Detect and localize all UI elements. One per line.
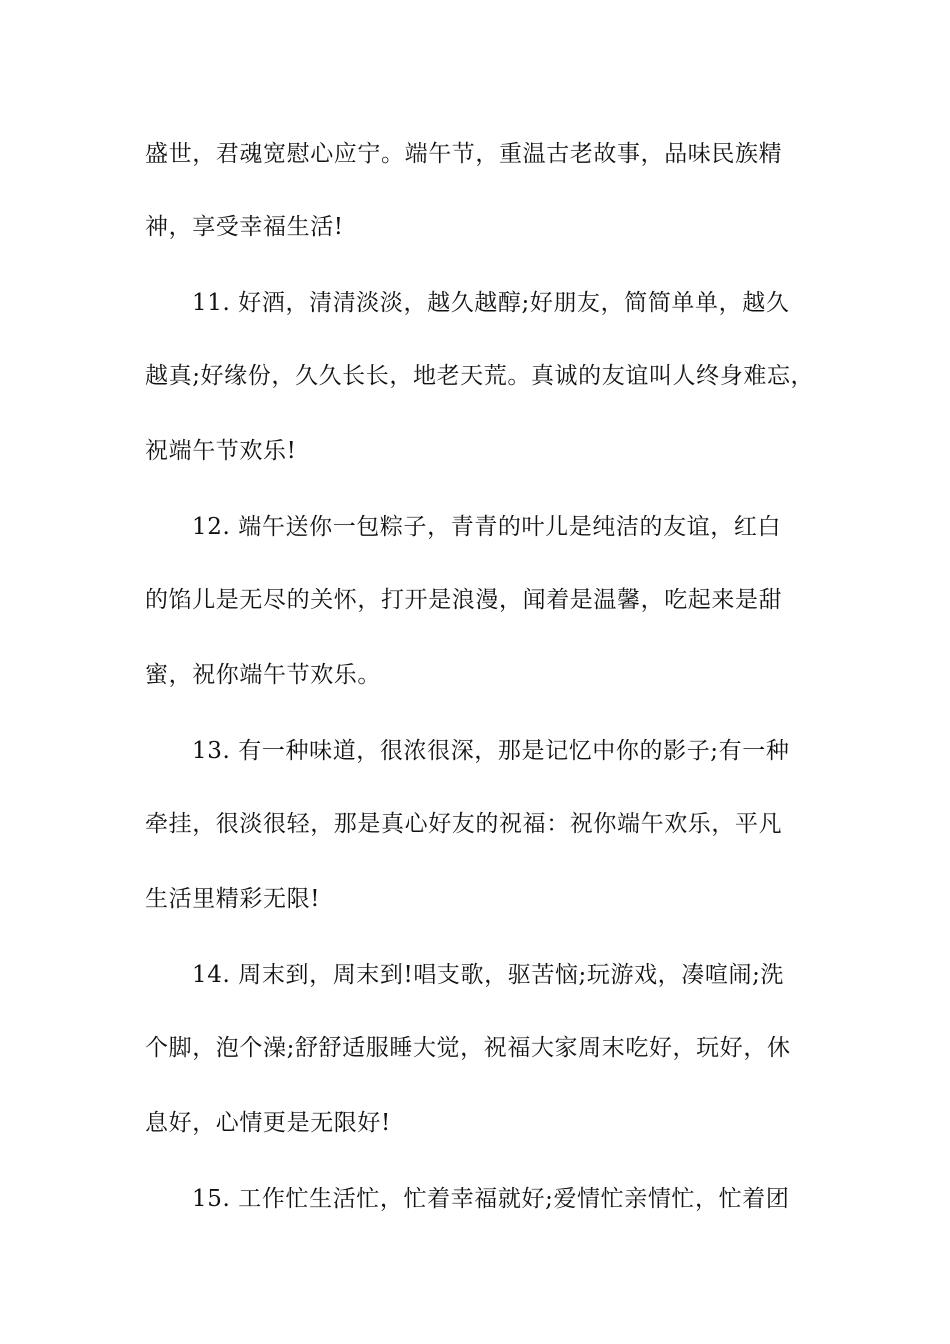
text-line: 的馅儿是无尽的关怀，打开是浪漫，闻着是温馨，吃起来是甜: [145, 587, 783, 613]
text-line: 蜜，祝你端午节欢乐。: [145, 662, 381, 688]
text-line: 个脚，泡个澡;舒舒适服睡大觉，祝福大家周末吃好，玩好，休: [145, 1035, 791, 1061]
text-line: 盛世，君魂宽慰心应宁。端午节，重温古老故事，品味民族精: [145, 141, 783, 167]
paragraph-start-11: 11. 好酒，清清淡淡，越久越醇;好朋友，简简单单，越久: [192, 290, 790, 316]
text-line: 息好，心情更是无限好!: [145, 1110, 391, 1136]
text-line: 牵挂，很淡很轻，那是真心好友的祝福：祝你端午欢乐，平凡: [145, 811, 783, 837]
text-line: 越真;好缘份，久久长长，地老天荒。真诚的友谊叫人终身难忘，: [145, 363, 815, 389]
text-line: 祝端午节欢乐!: [145, 438, 297, 464]
paragraph-start-15: 15. 工作忙生活忙，忙着幸福就好;爱情忙亲情忙，忙着团: [192, 1186, 790, 1212]
text-line: 神，享受幸福生活!: [145, 214, 344, 240]
paragraph-start-14: 14. 周末到，周末到!唱支歌，驱苦恼;玩游戏，凑喧闹;洗: [192, 962, 785, 988]
paragraph-start-12: 12. 端午送你一包粽子，青青的叶儿是纯洁的友谊，红白: [192, 514, 782, 540]
paragraph-start-13: 13. 有一种味道，很浓很深，那是记忆中你的影子;有一种: [192, 738, 790, 764]
text-line: 生活里精彩无限!: [145, 886, 321, 912]
